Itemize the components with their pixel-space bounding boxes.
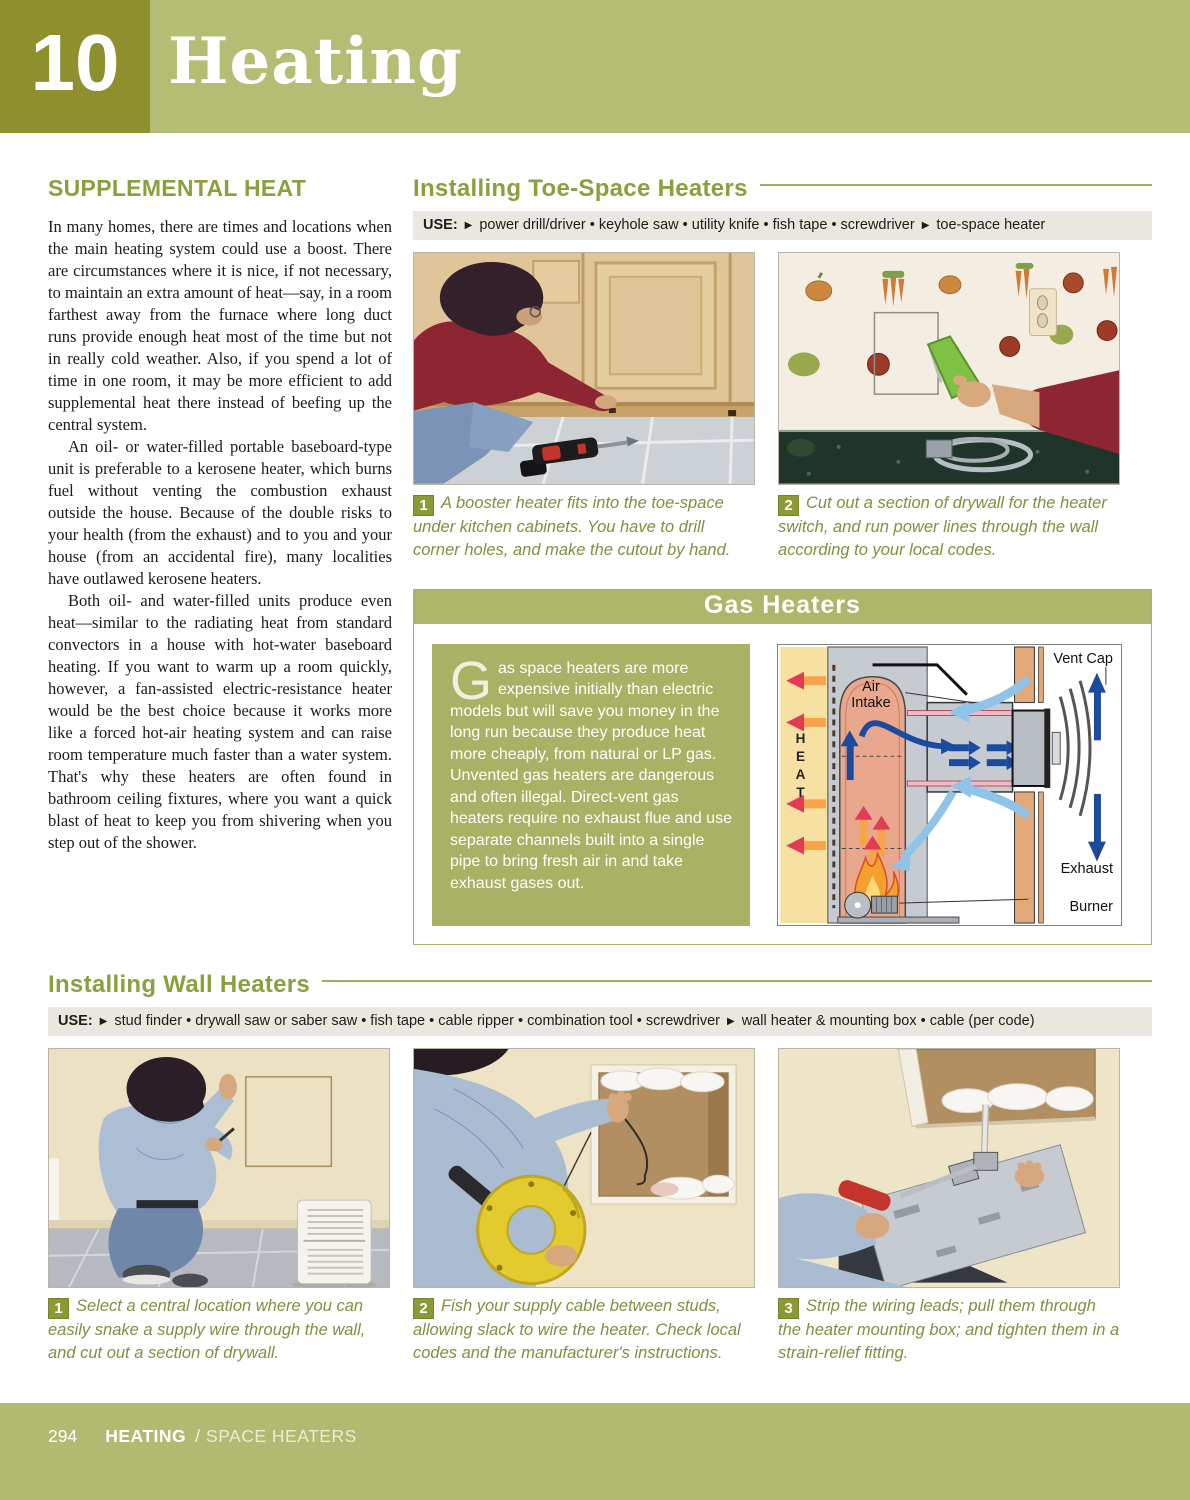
chapter-number: 10 bbox=[30, 17, 120, 107]
supplemental-heat-paragraph: In many homes, there are times and locations when the main heating system could use a boost. There are circumstances where it is nice, if not necessary, to maintain an extra amount of heat—say, in a room farthest away from the furnace where long duct runs provide enough heat most of the time but not in really cold weather. Also, if you spend a lot of time in one room, it may be more efficient to add supplemental heat there instead of beefing up the central system. bbox=[48, 217, 392, 434]
dropcap: G bbox=[450, 650, 493, 711]
photo-drywall-cutout bbox=[778, 252, 1120, 485]
step-caption: 2 Fish your supply cable between studs, allowing slack to wire the heater. Check local codes and the manufacturer's instructions. bbox=[413, 1297, 741, 1363]
page-footer bbox=[0, 1403, 1190, 1500]
photo-toe-space-drilling bbox=[413, 252, 755, 485]
supplemental-heat-paragraph: Both oil- and water-filled units produce even heat—similar to the radiating heat from standard convectors in a house with hot-water baseboard heating. If you want to warm up a room quickly, however, a fan-assisted electric-resistance heater would be the best choice because it works more like a forced hot-air heating system and can raise room temperature much faster than a water system. That's why these heaters are often found in bathroom ceiling fixtures, where you want a quick blast of heat to keep you from shivering when you step out of the shower. bbox=[48, 591, 392, 852]
chapter-title: Heating bbox=[168, 24, 463, 99]
step-caption: 3 Strip the wiring leads; pull them through the heater mounting box; and tighten them in a strain-relief fitting. bbox=[778, 1297, 1120, 1363]
step-number-badge: 1 bbox=[48, 1298, 69, 1319]
wall-heaters-use-bar bbox=[48, 1007, 1152, 1036]
step-caption: 2 Cut out a section of drywall for the heater switch, and run power lines through the wall according to your local codes. bbox=[778, 493, 1107, 559]
chapter-number-box bbox=[0, 0, 150, 133]
step-number-badge: 2 bbox=[413, 1298, 434, 1319]
footer-section: SPACE HEATERS bbox=[206, 1426, 357, 1446]
photo-mark-wall bbox=[48, 1048, 390, 1289]
photo-strip-wires bbox=[778, 1048, 1120, 1289]
arrow-right-icon: ▶ bbox=[921, 220, 930, 231]
supplemental-heat-heading: SUPPLEMENTAL HEAT bbox=[48, 175, 307, 201]
supplemental-heat-paragraph: An oil- or water-filled portable baseboard-type unit is preferable to a kerosene heater, which burns fuel without venting the combustion exhaust outside the house. Because of the double risks to your health (from the exhaust) and to you and your house (from an accidental fire), many localities have outlawed kerosene heaters. bbox=[48, 437, 392, 588]
label-exhaust: Exhaust bbox=[1060, 860, 1113, 877]
gas-heaters-title: Gas Heaters bbox=[414, 590, 1151, 624]
page-content bbox=[0, 133, 1190, 1365]
step-number-badge: 1 bbox=[413, 495, 434, 516]
wall-heaters-heading: Installing Wall Heaters bbox=[48, 970, 311, 998]
toe-space-heading: Installing Toe-Space Heaters bbox=[413, 175, 748, 202]
heading-rule bbox=[322, 980, 1152, 982]
use-tools: stud finder • drywall saw or saber saw • fish tape • cable ripper • combination tool • screwdriver bbox=[114, 1012, 720, 1029]
arrow-right-icon: ▶ bbox=[727, 1015, 735, 1027]
supplemental-heat-column bbox=[48, 175, 392, 945]
step-number-badge: 2 bbox=[778, 495, 799, 516]
step-number-badge: 3 bbox=[778, 1298, 799, 1319]
toe-space-use-bar bbox=[413, 211, 1152, 240]
arrow-right-icon: ▶ bbox=[464, 220, 473, 231]
gas-heater-diagram bbox=[777, 644, 1122, 926]
label-air-intake: Air Intake bbox=[851, 678, 891, 711]
gas-heaters-text: Gas space heaters are more expensive initially than electric models but will save you money in the long run because they produce heat more cheaply, from natural or LP gas. Unvented gas heaters are dangerous and often illegal. Direct-vent gas heaters require no exhaust flue and use separate channels built into a single pipe to bring fresh air in and take exhaust gases out. bbox=[432, 644, 750, 926]
photo-fish-tape bbox=[413, 1048, 755, 1289]
use-tools: power drill/driver • keyhole saw • utility knife • fish tape • screwdriver bbox=[479, 217, 915, 233]
wall-heater-step-3 bbox=[778, 1048, 1120, 1366]
step-caption: 1 A booster heater fits into the toe-space under kitchen cabinets. You have to drill corner holes, and make the cutout by hand. bbox=[413, 493, 731, 559]
use-materials: toe-space heater bbox=[936, 217, 1046, 233]
toe-space-step-2 bbox=[778, 252, 1120, 562]
toe-space-section bbox=[413, 175, 1152, 945]
label-burner: Burner bbox=[1069, 898, 1113, 915]
wall-heaters-section bbox=[48, 971, 1152, 1366]
chapter-title-band bbox=[150, 0, 1190, 133]
use-materials: wall heater & mounting box • cable (per code) bbox=[741, 1012, 1035, 1029]
toe-space-step-1 bbox=[413, 252, 755, 562]
heading-rule bbox=[760, 184, 1152, 186]
label-heat: HEAT bbox=[793, 730, 808, 803]
step-caption: 1 Select a central location where you can easily snake a supply wire through the wall, and cut out a section of drywall. bbox=[48, 1297, 366, 1363]
chapter-header bbox=[0, 0, 1190, 133]
gas-heaters-box bbox=[413, 589, 1152, 945]
use-label: USE: bbox=[423, 217, 458, 233]
arrow-right-icon: ▶ bbox=[99, 1015, 108, 1027]
wall-heater-step-1 bbox=[48, 1048, 390, 1366]
footer-chapter: HEATING bbox=[105, 1426, 187, 1446]
wall-heater-step-2 bbox=[413, 1048, 755, 1366]
label-vent-cap: Vent Cap bbox=[1053, 650, 1113, 667]
use-label: USE: bbox=[58, 1012, 93, 1029]
footer-separator: / bbox=[195, 1426, 201, 1446]
page-number: 294 bbox=[48, 1426, 78, 1446]
